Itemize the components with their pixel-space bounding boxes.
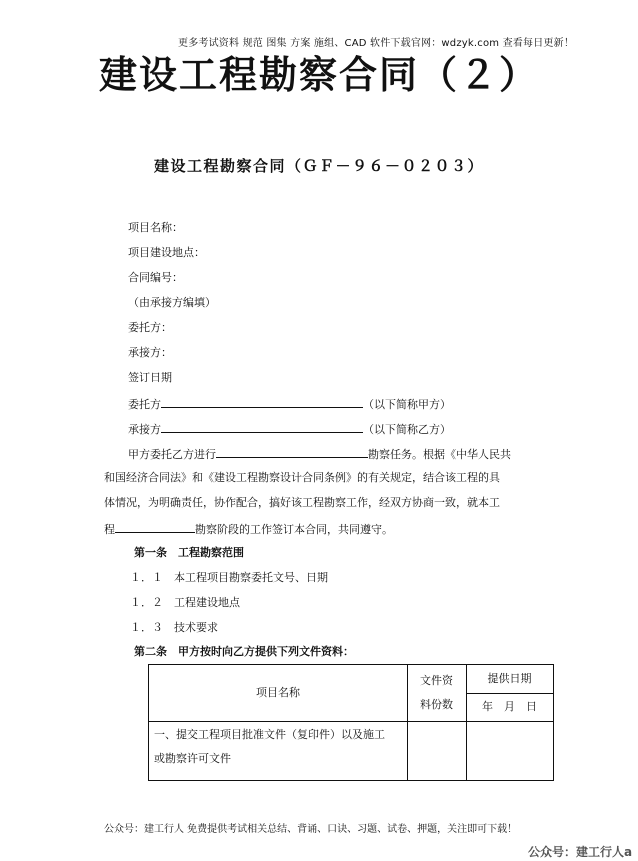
- article-1-item-3: １．３ 技术要求: [130, 621, 218, 634]
- table-row-1-line-2: 或勘察许可文件: [154, 752, 231, 765]
- client-party-line: [128, 395, 451, 413]
- body-paragraph-line-1: [128, 445, 511, 463]
- table-header-copies-line1: 文件资: [420, 674, 453, 687]
- table-header-date: 提供日期: [487, 672, 532, 685]
- article-1-item-2: １．２ 工程建设地点: [130, 596, 240, 609]
- article-2-heading: 第二条 甲方按时向乙方提供下列文件资料：: [134, 645, 354, 658]
- body-text: 勘察任务。根据《中华人民共: [368, 448, 511, 461]
- contractor-party-line: [128, 420, 451, 438]
- body-text: 甲方委托乙方进行: [128, 448, 216, 461]
- body-paragraph-line-3: 体情况，为明确责任，协作配合，搞好该工程勘察工作，经双方协商一致，就本工: [104, 496, 500, 509]
- table-divider: [149, 721, 553, 722]
- contractor-field: 承接方：: [128, 346, 172, 359]
- task-blank: [216, 445, 368, 458]
- documents-table: [148, 664, 554, 781]
- footer-note: 公众号：建工行人 免费提供考试相关总结、背诵、口诀、习题、试卷、押题，关注即可下载！: [104, 824, 518, 835]
- client-field: 委托方：: [128, 321, 172, 334]
- contractor-blank: [161, 420, 363, 433]
- table-row-1-line-1: 一、提交工程项目批准文件（复印件）以及施工: [154, 728, 385, 741]
- body-paragraph-line-4: [104, 520, 393, 538]
- article-1-heading: 第一条 工程勘察范围: [134, 546, 244, 559]
- table-header-project: 项目名称: [256, 686, 300, 699]
- document-subtitle: 建设工程勘察合同（ＧＦ－９６－０２０３）: [153, 157, 484, 175]
- client-blank: [161, 395, 363, 408]
- sign-date-field: 签订日期: [128, 371, 172, 384]
- watermark-text: 公众号：建工行人a: [528, 845, 633, 859]
- body-text: 程: [104, 523, 115, 536]
- contractor-party-label: 承接方: [128, 423, 161, 436]
- body-text: 勘察阶段的工作签订本合同，共同遵守。: [195, 523, 393, 536]
- stage-blank: [115, 520, 195, 533]
- contract-no-note: （由承接方编填）: [128, 296, 216, 309]
- table-header-date-format: 年 月 日: [482, 700, 537, 713]
- client-party-suffix: （以下简称甲方）: [363, 398, 451, 411]
- document-title: 建设工程勘察合同（２）: [98, 52, 539, 97]
- project-location-field: 项目建设地点：: [128, 246, 205, 259]
- body-paragraph-line-2: 和国经济合同法》和《建设工程勘察设计合同条例》的有关规定，结合该工程的具: [104, 471, 500, 484]
- header-note: 更多考试资料 规范 图集 方案 施组、CAD 软件下载官网：wdzyk.com 查看每日更新！: [178, 38, 575, 49]
- table-header-copies-line2: 料份数: [420, 698, 453, 711]
- client-party-label: 委托方: [128, 398, 161, 411]
- contractor-party-suffix: （以下简称乙方）: [363, 423, 451, 436]
- table-divider: [466, 693, 553, 694]
- contract-no-field: 合同编号：: [128, 271, 183, 284]
- project-name-field: 项目名称：: [128, 221, 183, 234]
- article-1-item-1: １．１ 本工程项目勘察委托文号、日期: [130, 571, 328, 584]
